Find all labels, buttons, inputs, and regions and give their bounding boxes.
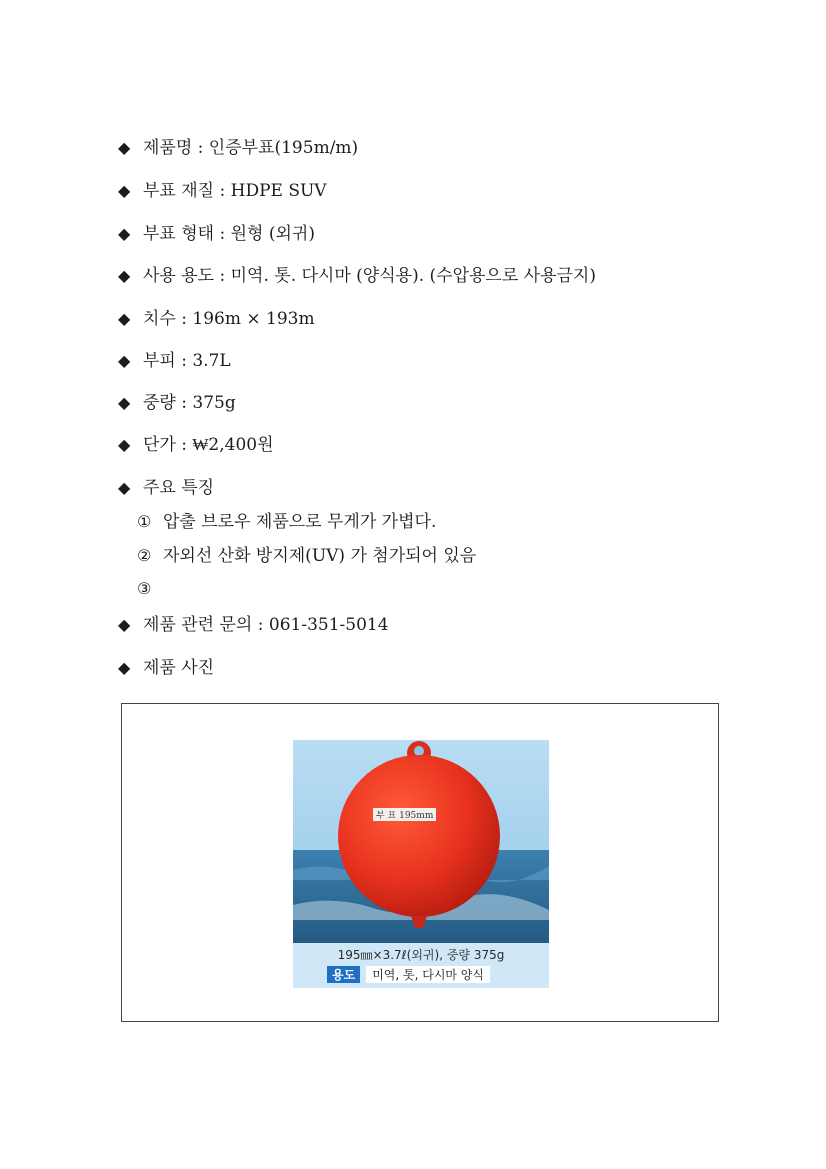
- bullet-diamond-icon: ◆: [118, 266, 131, 285]
- info-price: [118, 434, 274, 456]
- info-features-heading: [118, 477, 214, 499]
- usage-tag: 용도: [327, 966, 360, 983]
- info-text: 부표 형태 : 원형 (외귀): [143, 224, 315, 244]
- bullet-diamond-icon: ◆: [118, 658, 131, 677]
- bullet-diamond-icon: ◆: [118, 393, 131, 412]
- feature-number: ②: [137, 546, 152, 565]
- info-text: 중량 : 375g: [143, 393, 236, 413]
- info-text: 부표 재질 : HDPE SUV: [143, 181, 327, 201]
- info-text: 주요 특징: [143, 478, 215, 498]
- bullet-diamond-icon: ◆: [118, 615, 131, 634]
- info-text: 치수 : 196m × 193m: [143, 309, 315, 329]
- feature-item: [137, 545, 476, 567]
- bullet-diamond-icon: ◆: [118, 478, 131, 497]
- info-text: 부피 : 3.7L: [143, 351, 231, 371]
- usage-text: 미역, 톳, 다시마 양식: [366, 966, 490, 983]
- info-usage: [118, 265, 596, 287]
- bullet-diamond-icon: ◆: [118, 435, 131, 454]
- info-text: 사용 용도 : 미역. 톳. 다시마 (양식용). (수압용으로 사용금지): [143, 266, 596, 286]
- bullet-diamond-icon: ◆: [118, 138, 131, 157]
- bullet-diamond-icon: ◆: [118, 224, 131, 243]
- info-weight: [118, 392, 236, 414]
- info-text: 제품 사진: [143, 658, 215, 678]
- product-photo-frame: [121, 703, 719, 1022]
- photo-caption-usage: [327, 966, 490, 983]
- info-volume: [118, 350, 231, 372]
- info-text: 제품 관련 문의 : 061-351-5014: [143, 615, 389, 635]
- bullet-diamond-icon: ◆: [118, 181, 131, 200]
- info-product-name: [118, 137, 358, 159]
- buoy-label: 부 표 195mm: [373, 808, 436, 821]
- feature-text: 압출 브로우 제품으로 무게가 가볍다.: [163, 512, 437, 532]
- feature-item: [137, 578, 163, 600]
- feature-number: ③: [137, 579, 152, 598]
- feature-number: ①: [137, 512, 152, 531]
- feature-text: 자외선 산화 방지제(UV) 가 첨가되어 있음: [163, 546, 477, 566]
- info-contact: [118, 614, 389, 636]
- feature-item: [137, 511, 436, 533]
- info-dimensions: [118, 308, 315, 330]
- info-text: 제품명 : 인증부표(195m/m): [143, 138, 359, 158]
- info-text: 단가 : ₩2,400원: [143, 435, 274, 455]
- info-material: [118, 180, 327, 202]
- photo-caption-specs: 195㎜×3.7ℓ(외귀), 중량 375g: [337, 948, 505, 962]
- info-photo-heading: [118, 657, 214, 679]
- info-shape: [118, 223, 315, 245]
- product-photo: [293, 740, 549, 988]
- bullet-diamond-icon: ◆: [118, 351, 131, 370]
- bullet-diamond-icon: ◆: [118, 309, 131, 328]
